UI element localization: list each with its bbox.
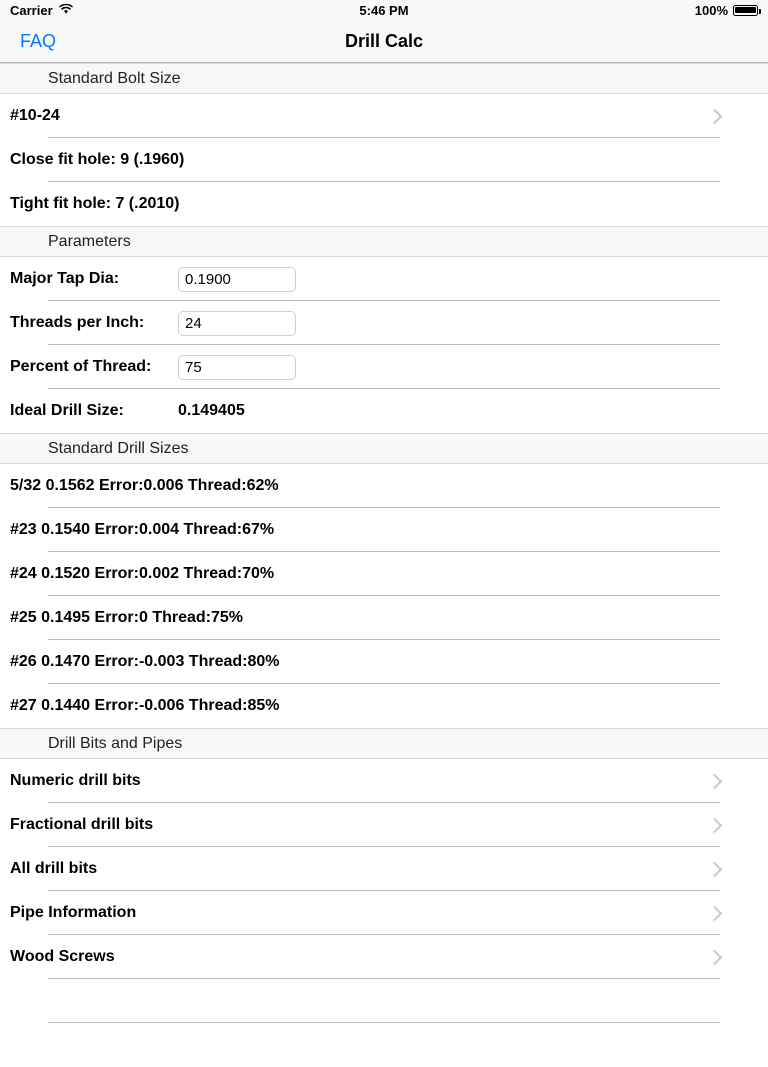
parameter-input[interactable] <box>178 355 296 380</box>
table-row <box>0 389 768 433</box>
section-header: Drill Bits and Pipes <box>0 728 768 759</box>
table-row-disclosure[interactable] <box>0 94 768 138</box>
row-label: #27 0.1440 Error:-0.006 Thread:85% <box>10 697 280 714</box>
parameter-value: 0.149405 <box>178 402 245 419</box>
row-label: Tight fit hole: 7 (.2010) <box>10 195 180 212</box>
row-label: #25 0.1495 Error:0 Thread:75% <box>10 609 244 626</box>
battery-percent-label: 100% <box>694 2 728 18</box>
row-label: Fractional drill bits <box>10 816 154 833</box>
status-bar <box>0 0 768 20</box>
parameter-label: Major Tap Dia: <box>10 270 120 287</box>
status-bar-right <box>695 3 758 18</box>
row-label: #24 0.1520 Error:0.002 Thread:70% <box>10 565 275 582</box>
table-row[interactable] <box>0 345 768 389</box>
chevron-right-icon <box>707 773 723 789</box>
row-label: #26 0.1470 Error:-0.003 Thread:80% <box>10 653 280 670</box>
table-row-disclosure[interactable] <box>0 935 768 979</box>
battery-full-icon <box>733 5 758 16</box>
chevron-right-icon <box>707 817 723 833</box>
status-bar-time: 5:46 PM <box>359 2 409 18</box>
parameter-label: Percent of Thread: <box>10 358 152 375</box>
row-label: Wood Screws <box>10 948 115 965</box>
chevron-right-icon <box>707 905 723 921</box>
navigation-bar <box>0 20 768 63</box>
chevron-right-icon <box>707 949 723 965</box>
table-row-disclosure[interactable] <box>0 891 768 935</box>
row-label: #10-24 <box>10 107 60 124</box>
row-label: Pipe Information <box>10 904 137 921</box>
table-row <box>0 596 768 640</box>
table-row <box>0 684 768 728</box>
chevron-right-icon <box>707 861 723 877</box>
table-row-disclosure[interactable] <box>0 803 768 847</box>
page-title: Drill Calc <box>344 30 424 51</box>
parameter-input[interactable] <box>178 311 296 336</box>
table-row <box>0 1023 768 1067</box>
row-label: All drill bits <box>10 860 98 877</box>
table-row[interactable] <box>0 301 768 345</box>
table-row <box>0 138 768 182</box>
section-header: Standard Bolt Size <box>0 63 768 94</box>
table-row <box>0 464 768 508</box>
row-label: Numeric drill bits <box>10 772 141 789</box>
parameter-label: Threads per Inch: <box>10 314 145 331</box>
row-label: #23 0.1540 Error:0.004 Thread:67% <box>10 521 275 538</box>
table-row-disclosure[interactable] <box>0 847 768 891</box>
table-row <box>0 979 768 1023</box>
row-label: Close fit hole: 9 (.1960) <box>10 151 185 168</box>
table-row <box>0 182 768 226</box>
settings-table <box>0 63 768 1067</box>
row-label: 5/32 0.1562 Error:0.006 Thread:62% <box>10 477 279 494</box>
table-row[interactable] <box>0 257 768 301</box>
faq-button[interactable]: FAQ <box>20 30 57 51</box>
parameter-input[interactable] <box>178 267 296 292</box>
table-row-disclosure[interactable] <box>0 759 768 803</box>
parameter-label: Ideal Drill Size: <box>10 402 124 419</box>
carrier-label: Carrier <box>10 2 53 18</box>
section-header: Standard Drill Sizes <box>0 433 768 464</box>
chevron-right-icon <box>707 108 723 124</box>
table-row <box>0 640 768 684</box>
table-row <box>0 552 768 596</box>
table-row <box>0 508 768 552</box>
section-header: Parameters <box>0 226 768 257</box>
